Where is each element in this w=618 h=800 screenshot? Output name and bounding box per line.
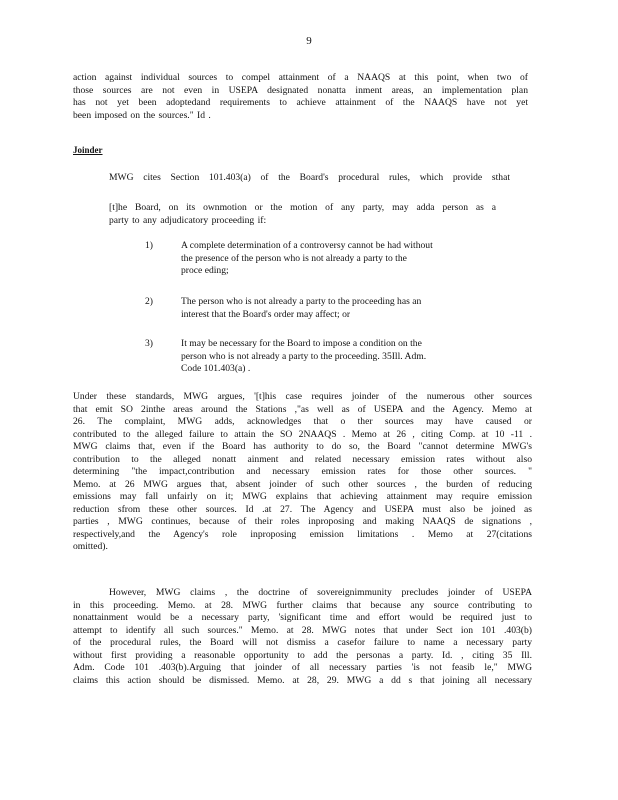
paragraph-top xyxy=(73,72,528,122)
text-line: has not yet been adoptedand requirements to achieve attainment of the NAAQS have not yet xyxy=(73,97,528,108)
text-line: determining "the impact,contribution and necessary emission rates for those other sources. " xyxy=(73,466,532,477)
text-line: Under these standards, MWG argues, '[t]his case requires joinder of the numerous other sources xyxy=(73,391,532,402)
text-line: those sources are not even in USEPA designated nonatta inment areas, an implementation plan xyxy=(73,84,528,96)
text-line: attempt to identify all such sources." Memo. at 28. MWG notes that under Sect ion 101 .403(b) xyxy=(73,624,532,636)
text-line: been imposed on the sources." Id . xyxy=(73,109,211,121)
list-item-text xyxy=(181,240,433,278)
text-line: person who is not already a party to the proceeding. 35Ill. Adm. xyxy=(181,350,427,362)
section-heading: Joinder xyxy=(73,145,103,155)
text-line: Memo. at 26 MWG argues that, absent joinder of such other sources , the burden of reducing xyxy=(73,478,532,490)
text-line: nonattainment would be a necessary party, 'significant time and effort would be required just to xyxy=(73,612,532,623)
text-line: respectively,and the Agency's role inproposing emission limitations . Memo at 27(citations xyxy=(73,528,532,540)
list-number: 3) xyxy=(145,338,153,349)
text-line: contributed to the alleged failure to attain the SO 2NAAQS . Memo at 26 , citing Comp. at 10 -11 . xyxy=(73,428,532,440)
text-line: that emit SO 2inthe areas around the Stations ,"as well as of USEPA and the Agency. Memo at xyxy=(73,403,532,415)
list-item-text xyxy=(181,338,426,376)
text-line: 26. The complaint, MWG adds, acknowledges that o ther sources may have caused or xyxy=(73,416,532,427)
text-line: proce eding; xyxy=(181,265,229,276)
text-line: party to any adjudicatory proceeding if: xyxy=(109,214,267,226)
paragraph-intro xyxy=(109,172,510,185)
paragraph-bottom xyxy=(73,587,532,687)
list-number: 2) xyxy=(145,296,153,307)
text-line: MWG cites Section 101.403(a) of the Board's procedural rules, which provide sthat xyxy=(109,172,510,183)
text-line: parties , MWG continues, because of their roles inproposing and making NAAQS de signations , xyxy=(73,516,532,527)
paragraph-middle xyxy=(73,391,532,554)
text-line: [t]he Board, on its ownmotion or the motion of any party, may adda person as a xyxy=(109,202,496,213)
text-line: without first providing a reasonable opportunity to add the personas a party. Id. , citing 35 Ill. xyxy=(73,649,532,661)
text-line: contribution to the alleged nonatt ainment and related necessary emission rates without also xyxy=(73,453,532,465)
text-line: in this proceeding. Memo. at 28. MWG further claims that because any source contributing to xyxy=(73,599,532,611)
page-number: 9 xyxy=(306,35,312,47)
text-line: reduction sfrom these other sources. Id .at 27. The Agency and USEPA must also be joined as xyxy=(73,503,532,515)
list-number: 1) xyxy=(145,240,153,251)
text-line: claims this action should be dismissed. Memo. at 28, 29. MWG a dd s that joining all necessary xyxy=(73,674,532,686)
text-line: Code 101.403(a) . xyxy=(181,363,251,374)
text-line: It may be necessary for the Board to impose a condition on the xyxy=(181,338,422,349)
text-line: Adm. Code 101 .403(b).Arguing that joinder of all necessary parties 'is not feasib le," MWG xyxy=(73,662,532,673)
text-line: omitted). xyxy=(73,541,108,552)
text-line: interest that the Board's order may affect; or xyxy=(181,308,351,320)
text-line: MWG claims that, even if the Board has authority to do so, the Board "cannot determine MWG's xyxy=(73,441,532,452)
text-line: A complete determination of a controversy cannot be had without xyxy=(181,240,433,251)
text-line: the presence of the person who is not already a party to the xyxy=(181,252,407,264)
text-line: action against individual sources to compel attainment of a NAAQS at this point, when two of xyxy=(73,72,528,83)
text-line: However, MWG claims , the doctrine of sovereignimmunity precludes joinder of USEPA xyxy=(109,587,532,598)
text-line: The person who is not already a party to the proceeding has an xyxy=(181,296,422,307)
list-item-text xyxy=(181,296,421,321)
block-quote xyxy=(109,202,496,227)
text-line: of the procedural rules, the Board will not dismiss a casefor failure to name a necessary party xyxy=(73,637,532,648)
text-line: emissions may fall unfairly on it; MWG explains that achieving attainment may require emission xyxy=(73,491,532,502)
